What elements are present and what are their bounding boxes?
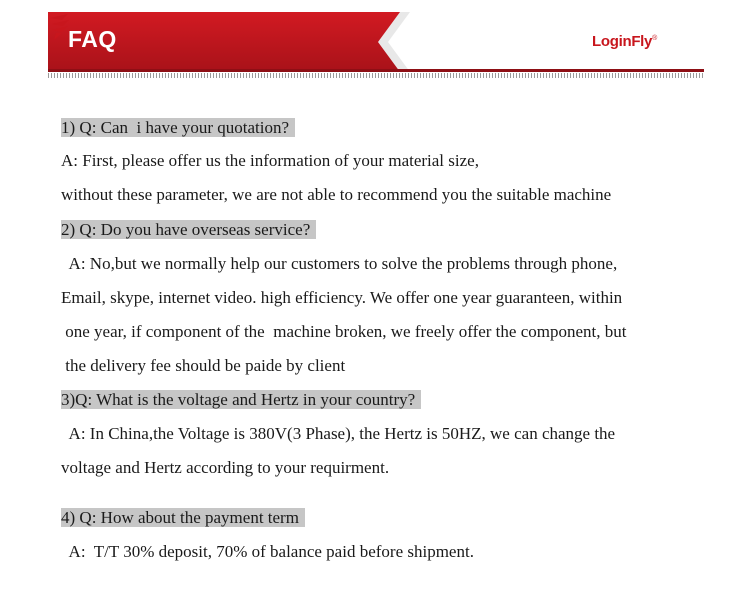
faq-answer-1-line-1: A: First, please offer us the information of your material size, <box>61 151 479 170</box>
faq-answer-3-line-2: voltage and Hertz according to your requirment. <box>61 458 390 477</box>
faq-answer-3-line-1: A: In China,the Voltage is 380V(3 Phase), the Hertz is 50HZ, we can change the <box>61 424 616 443</box>
brand-logo-text: LoginFly® <box>592 33 657 50</box>
faq-question-1: 1) Q: Can i have your quotation? <box>61 114 295 142</box>
faq-answer-2-line-1: A: No,but we normally help our customers to solve the problems through phone, <box>61 254 618 273</box>
faq-answer-1-line-2: without these parameter, we are not able to recommend you the suitable machine <box>61 185 612 204</box>
faq-question-2: 2) Q: Do you have overseas service? <box>61 216 316 244</box>
page-title: FAQ <box>68 26 117 52</box>
faq-question-4: 4) Q: How about the payment term <box>61 504 305 532</box>
header-divider <box>48 73 704 78</box>
faq-answer-2-line-3: one year, if component of the machine broken, we freely offer the component, but <box>61 322 627 341</box>
faq-answer-4-line-1: A: T/T 30% deposit, 70% of balance paid before shipment. <box>61 542 474 561</box>
faq-banner <box>48 12 704 72</box>
faq-answer-2-line-2: Email, skype, internet video. high efficiency. We offer one year guaranteen, within <box>61 288 623 307</box>
faq-answer-2-line-4: the delivery fee should be paide by client <box>61 356 346 375</box>
faq-question-3: 3)Q: What is the voltage and Hertz in your country? <box>61 386 421 414</box>
logo-wing-icon <box>48 12 72 42</box>
